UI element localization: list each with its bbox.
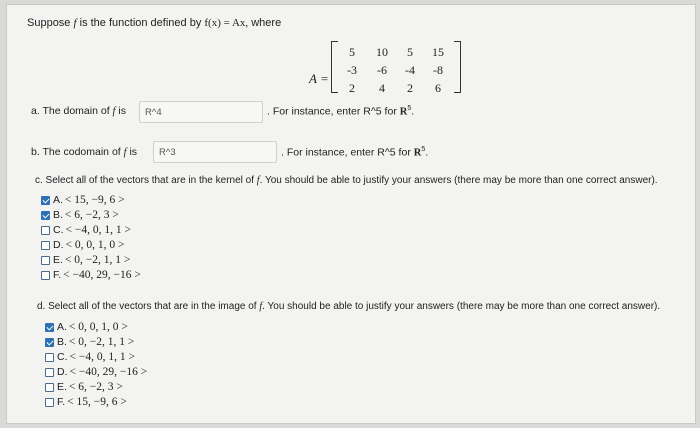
kernel-option-checkbox[interactable] [41, 211, 50, 220]
matrix-right-bracket [454, 41, 461, 93]
kernel-option-checkbox[interactable] [41, 271, 50, 280]
image-option-checkbox[interactable] [45, 338, 54, 347]
domain-label-suffix: is [118, 105, 126, 117]
matrix-cell: 6 [435, 81, 441, 95]
domain-label-f: f [112, 106, 116, 117]
image-option[interactable] [45, 321, 128, 333]
image-option-checkbox[interactable] [45, 323, 54, 332]
kernel-option-letter: F. [53, 269, 62, 281]
kernel-option-letter: C. [53, 224, 64, 236]
kernel-option-vector: < 15, −9, 6 > [64, 194, 125, 206]
kernel-question [35, 175, 658, 186]
matrix-cell: 15 [432, 45, 444, 59]
kernel-question-prefix: c. Select all of the vectors that are in the kernel of [35, 175, 255, 186]
codomain-hint-symbol: R [413, 147, 422, 159]
matrix-cell: 2 [349, 81, 355, 95]
image-option-letter: F. [57, 396, 66, 408]
problem-panel [6, 4, 696, 424]
image-option-letter: A. [57, 321, 67, 333]
codomain-hint-text: . For instance, enter R^5 for [281, 146, 411, 159]
domain-input[interactable]: R^4 [139, 101, 263, 123]
kernel-option[interactable] [41, 194, 125, 206]
kernel-option-vector: < 0, −2, 1, 1 > [64, 254, 131, 266]
kernel-option[interactable] [41, 239, 124, 251]
image-option-vector: < 0, 0, 1, 0 > [68, 321, 128, 333]
matrix-cell: 10 [376, 45, 388, 59]
image-option-checkbox[interactable] [45, 398, 54, 407]
kernel-option[interactable] [41, 254, 130, 266]
image-question-suffix: . You should be able to justify your answers (there may be more than one correct answer). [262, 301, 661, 312]
kernel-option-letter: A. [53, 194, 63, 206]
kernel-option-vector: < 6, −2, 3 > [64, 209, 119, 221]
kernel-option-vector: < −40, 29, −16 > [63, 269, 141, 281]
kernel-option-letter: B. [53, 209, 63, 221]
codomain-hint [281, 146, 428, 159]
intro-middle: is the function defined by [79, 17, 202, 29]
kernel-option-checkbox[interactable] [41, 196, 50, 205]
codomain-label-f: f [123, 147, 127, 158]
kernel-option-vector: < −4, 0, 1, 1 > [65, 224, 131, 236]
image-option[interactable] [45, 366, 147, 378]
kernel-option-vector: < 0, 0, 1, 0 > [65, 239, 125, 251]
image-option[interactable] [45, 351, 135, 363]
kernel-option[interactable] [41, 209, 119, 221]
intro-definition: f(x) = Ax, [204, 17, 249, 29]
kernel-option-checkbox[interactable] [41, 226, 50, 235]
codomain-hint-exponent: 5 [421, 146, 426, 153]
codomain-hint-end: . [425, 146, 429, 159]
codomain-label [31, 146, 137, 158]
domain-hint-exponent: 5 [407, 105, 412, 112]
matrix-cell: 2 [407, 81, 413, 95]
intro-prefix: Suppose [27, 17, 71, 29]
image-question-prefix: d. Select all of the vectors that are in the image of [37, 301, 257, 312]
kernel-option-checkbox[interactable] [41, 241, 50, 250]
kernel-question-suffix: . You should be able to justify your answers (there may be more than one correct answer). [259, 175, 658, 186]
kernel-option[interactable] [41, 269, 141, 281]
image-option-checkbox[interactable] [45, 353, 54, 362]
image-option-vector: < 6, −2, 3 > [68, 381, 123, 393]
image-option-vector: < 0, −2, 1, 1 > [68, 336, 135, 348]
codomain-label-prefix: b. The codomain of [31, 146, 121, 158]
matrix-cell: -6 [377, 63, 387, 77]
kernel-option-letter: D. [53, 239, 64, 251]
image-option-letter: D. [57, 366, 68, 378]
matrix-cell: -8 [433, 63, 443, 77]
image-option[interactable] [45, 336, 134, 348]
domain-hint-symbol: R [399, 106, 408, 118]
domain-label-prefix: a. The domain of [31, 105, 110, 117]
domain-hint-end: . [411, 105, 415, 118]
codomain-label-suffix: is [129, 146, 138, 158]
intro-f: f [73, 17, 77, 29]
matrix-cell: -4 [405, 63, 415, 77]
codomain-input[interactable]: R^3 [153, 141, 277, 163]
intro-suffix: where [251, 17, 282, 29]
matrix-cell: -3 [347, 63, 357, 77]
domain-label [31, 105, 126, 117]
kernel-question-f: f [256, 175, 260, 186]
matrix-left-bracket [331, 41, 338, 93]
image-question-f: f [259, 301, 263, 312]
domain-hint-text: . For instance, enter R^5 for [267, 105, 397, 118]
image-option-letter: B. [57, 336, 67, 348]
kernel-option-letter: E. [53, 254, 63, 266]
matrix-cell: 5 [407, 45, 413, 59]
matrix-cell: 4 [379, 81, 385, 95]
image-option[interactable] [45, 381, 123, 393]
matrix-label: A = [309, 71, 329, 86]
image-option-letter: E. [57, 381, 67, 393]
image-option-letter: C. [57, 351, 68, 363]
image-option[interactable] [45, 396, 127, 408]
domain-hint [267, 105, 414, 118]
matrix-cell: 5 [349, 45, 355, 59]
image-option-checkbox[interactable] [45, 368, 54, 377]
image-option-vector: < 15, −9, 6 > [67, 396, 127, 408]
image-option-checkbox[interactable] [45, 383, 54, 392]
image-option-vector: < −40, 29, −16 > [69, 366, 148, 378]
kernel-option[interactable] [41, 224, 131, 236]
kernel-option-checkbox[interactable] [41, 256, 50, 265]
problem-intro [27, 17, 281, 29]
image-option-vector: < −4, 0, 1, 1 > [69, 351, 135, 363]
image-question [37, 301, 660, 312]
